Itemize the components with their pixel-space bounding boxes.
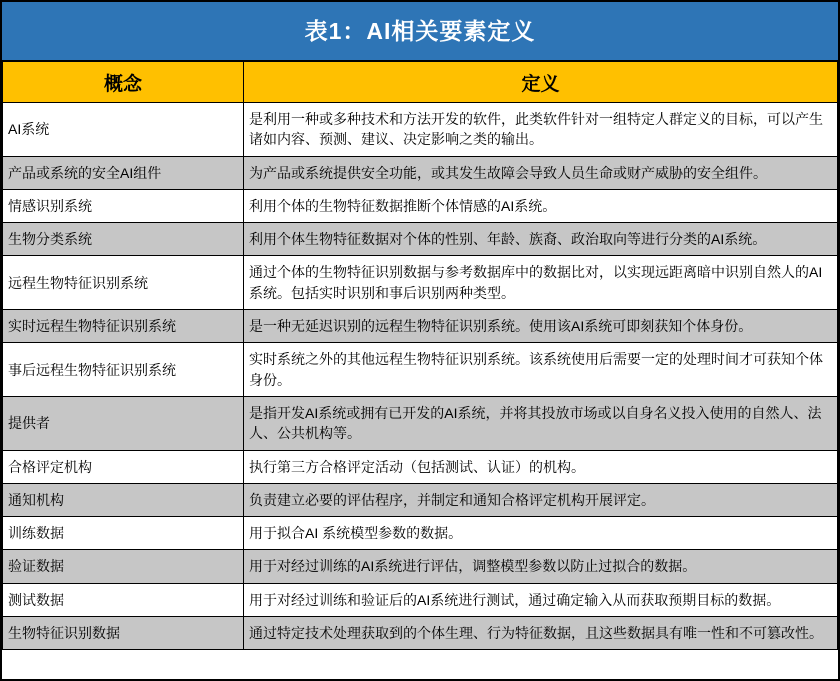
table-row (3, 517, 838, 550)
table-row (3, 189, 838, 222)
concept-cell: 提供者 (3, 396, 244, 450)
concept-cell: 验证数据 (3, 550, 244, 583)
table-row (3, 310, 838, 343)
concept-cell: 训练数据 (3, 517, 244, 550)
definition-cell: 利用个体的生物特征数据推断个体情感的AI系统。 (244, 189, 838, 222)
definition-cell: 用于拟合AI 系统模型参数的数据。 (244, 517, 838, 550)
concept-cell: 实时远程生物特征识别系统 (3, 310, 244, 343)
concept-cell: 事后远程生物特征识别系统 (3, 343, 244, 397)
concept-cell: 通知机构 (3, 483, 244, 516)
table-row (3, 223, 838, 256)
concept-cell: AI系统 (3, 103, 244, 157)
table-row (3, 450, 838, 483)
concept-cell: 情感识别系统 (3, 189, 244, 222)
definition-cell: 为产品或系统提供安全功能，或其发生故障会导致人员生命或财产威胁的安全组件。 (244, 156, 838, 189)
definition-cell: 负责建立必要的评估程序，并制定和通知合格评定机构开展评定。 (244, 483, 838, 516)
concept-cell: 合格评定机构 (3, 450, 244, 483)
column-header-concept: 概念 (3, 62, 244, 103)
definition-cell: 用于对经过训练的AI系统进行评估，调整模型参数以防止过拟合的数据。 (244, 550, 838, 583)
table-row (3, 550, 838, 583)
definition-cell: 执行第三方合格评定活动（包括测试、认证）的机构。 (244, 450, 838, 483)
definition-cell: 通过个体的生物特征识别数据与参考数据库中的数据比对，以实现远距离暗中识别自然人的AI系统。包括实时识别和事后识别两种类型。 (244, 256, 838, 310)
table-row (3, 483, 838, 516)
definition-cell: 是指开发AI系统或拥有已开发的AI系统，并将其投放市场或以自身名义投入使用的自然人、法人、公共机构等。 (244, 396, 838, 450)
definition-cell: 是一种无延迟识别的远程生物特征识别系统。使用该AI系统可即刻获知个体身份。 (244, 310, 838, 343)
definition-table (2, 61, 838, 650)
definition-cell: 通过特定技术处理获取到的个体生理、行为特征数据，且这些数据具有唯一性和不可篡改性。 (244, 617, 838, 650)
concept-cell: 生物分类系统 (3, 223, 244, 256)
column-header-definition: 定义 (244, 62, 838, 103)
definition-cell: 利用个体生物特征数据对个体的性别、年龄、族裔、政治取向等进行分类的AI系统。 (244, 223, 838, 256)
definition-cell: 是利用一种或多种技术和方法开发的软件，此类软件针对一组特定人群定义的目标，可以产生诸如内容、预测、建议、决定影响之类的输出。 (244, 103, 838, 157)
concept-cell: 测试数据 (3, 583, 244, 616)
table-row (3, 256, 838, 310)
table-row (3, 396, 838, 450)
definition-cell: 实时系统之外的其他远程生物特征识别系统。该系统使用后需要一定的处理时间才可获知个体身份。 (244, 343, 838, 397)
header-row (3, 62, 838, 103)
concept-cell: 产品或系统的安全AI组件 (3, 156, 244, 189)
table-row (3, 156, 838, 189)
concept-cell: 远程生物特征识别系统 (3, 256, 244, 310)
table-row (3, 343, 838, 397)
table-row (3, 617, 838, 650)
table-title: 表1：AI相关要素定义 (2, 2, 838, 61)
definition-cell: 用于对经过训练和验证后的AI系统进行测试，通过确定输入从而获取预期目标的数据。 (244, 583, 838, 616)
table-row (3, 583, 838, 616)
table-body (3, 103, 838, 650)
concept-cell: 生物特征识别数据 (3, 617, 244, 650)
table-row (3, 103, 838, 157)
